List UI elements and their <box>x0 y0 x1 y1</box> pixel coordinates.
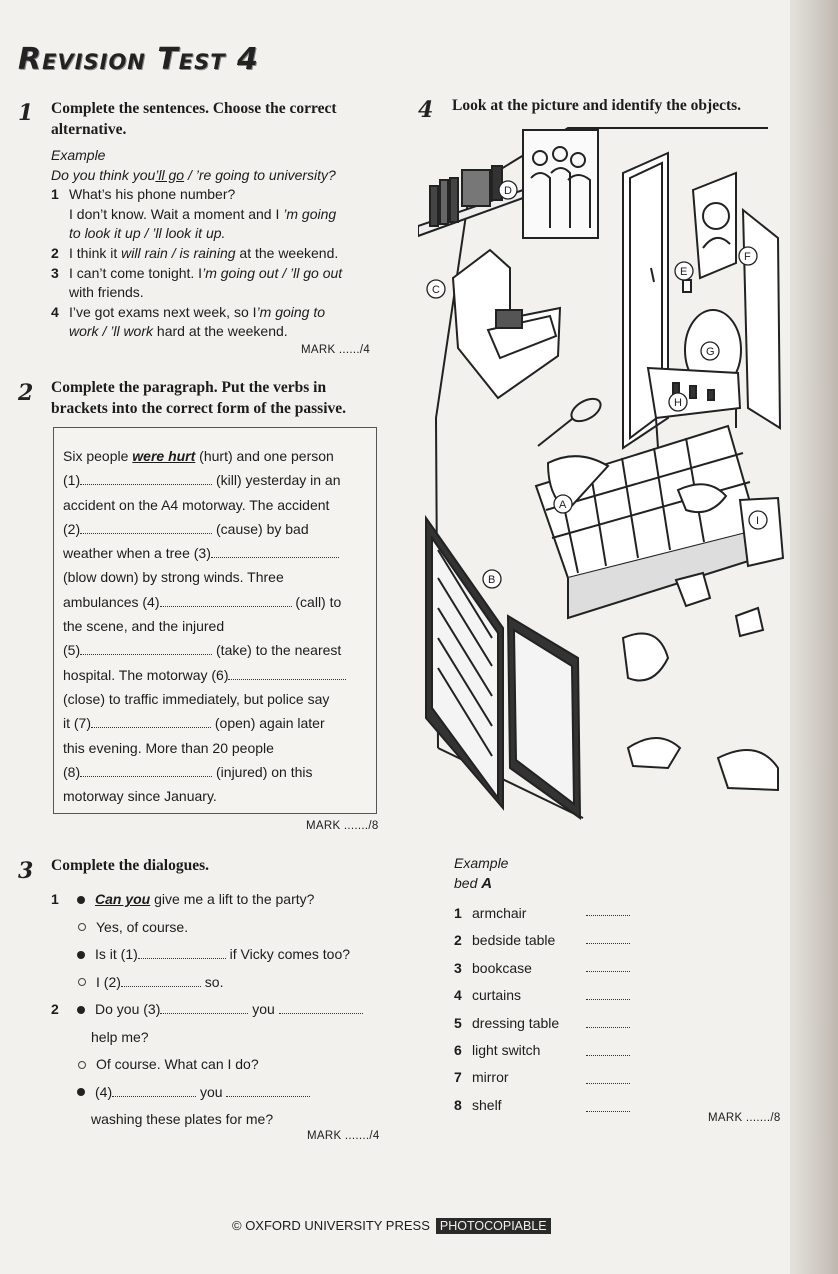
passage-line: (hurt) and one person <box>195 448 334 464</box>
list-item-cont <box>51 205 391 225</box>
answer-blank[interactable] <box>80 472 212 485</box>
dialogue-line <box>51 941 391 969</box>
answer-blank[interactable] <box>211 545 339 558</box>
shoes <box>676 573 710 606</box>
item-number: 7 <box>454 1069 462 1086</box>
answer-blank[interactable] <box>91 715 211 728</box>
item-text: I’ve got exams next week, so I <box>69 303 257 320</box>
gap-number: (2) <box>63 520 81 537</box>
gap-number: (8) <box>63 763 81 780</box>
example-text: Do you think you <box>51 166 156 183</box>
dialogue-number: 1 <box>51 891 59 907</box>
item-text: at the weekend. <box>235 244 339 261</box>
page-title: Revision Test 4 <box>18 42 259 77</box>
dialogue-text: Do you (3) <box>95 1001 161 1017</box>
dialogue-text: Yes, of course. <box>96 918 189 935</box>
answer-blank[interactable] <box>586 1097 630 1112</box>
section-2-heading <box>51 377 391 419</box>
answer-blank[interactable] <box>279 1001 363 1014</box>
answer-blank[interactable] <box>226 1084 310 1097</box>
section-1-body <box>51 146 391 342</box>
answer-blank[interactable] <box>586 1013 630 1028</box>
passage-line: accident on the A4 motorway. The accident <box>63 496 330 513</box>
item-number: 8 <box>454 1096 462 1113</box>
portrait-picture <box>693 173 736 278</box>
label-C: C <box>432 284 440 296</box>
bedside-table-shape <box>740 498 783 566</box>
list-item <box>51 264 391 284</box>
label-G: G <box>706 346 715 358</box>
dialogue-text: (4) <box>95 1083 113 1100</box>
dialogue-line <box>51 886 391 914</box>
window-curtains <box>426 518 580 818</box>
passage-line: hospital. The motorway (6) <box>63 666 229 683</box>
passage-line: (kill) yesterday in an <box>212 472 341 489</box>
passage-line: (take) to the nearest <box>212 642 342 659</box>
answer-blank[interactable] <box>586 985 630 1000</box>
label-D: D <box>504 185 512 197</box>
light-switch-shape <box>683 280 691 292</box>
label-E: E <box>680 266 688 278</box>
label-F: F <box>744 251 751 263</box>
answer-blank[interactable] <box>586 1041 630 1056</box>
gap-number: (5) <box>63 642 81 659</box>
photocopiable-badge: PHOTOCOPIABLE <box>436 1218 551 1234</box>
bed <box>536 426 758 618</box>
passage-text <box>63 444 369 808</box>
passage-line: (cause) by bad <box>212 520 309 537</box>
passage-line: ambulances (4) <box>63 593 160 610</box>
item-number: 5 <box>454 1014 462 1031</box>
dialogue-text: if Vicky comes too? <box>225 946 351 962</box>
gap-number: (1) <box>63 472 81 489</box>
item-number: 1 <box>51 186 59 203</box>
clothes-on-floor <box>623 634 668 681</box>
example-line <box>454 874 508 894</box>
example-answer: were hurt <box>132 448 196 464</box>
item-number: 3 <box>454 959 462 976</box>
label-H: H <box>674 397 682 409</box>
heading-line: alternative. <box>51 121 127 138</box>
item-choice: ’m going to <box>256 303 326 320</box>
item-word: mirror <box>472 1069 509 1086</box>
item-choice: work / ’ll work <box>69 323 154 340</box>
item-text: I can’t come tonight. I <box>69 264 203 281</box>
answer-blank[interactable] <box>586 957 630 972</box>
list-item <box>51 303 391 323</box>
dialogue-line <box>51 969 391 997</box>
section-4-heading: Look at the picture and identify the objects. <box>452 97 742 114</box>
item-choice: ’m going <box>283 205 337 222</box>
dialogue-line <box>51 1079 391 1107</box>
answer-blank[interactable] <box>586 1069 630 1084</box>
speaker-a-bullet-icon <box>77 951 85 959</box>
answer-blank[interactable] <box>586 929 630 944</box>
passage-line: (call) to <box>291 593 342 610</box>
answer-blank[interactable] <box>160 1001 248 1014</box>
section-2-mark: MARK ......./8 <box>306 820 379 832</box>
item-number: 1 <box>454 905 462 921</box>
armchair <box>453 250 560 398</box>
answer-blank[interactable] <box>80 764 212 777</box>
item-choice: to look it up / ’ll look it up. <box>69 225 226 242</box>
label-A: A <box>559 499 567 511</box>
passage-line: (injured) on this <box>212 763 313 780</box>
answer-blank[interactable] <box>112 1084 196 1097</box>
speaker-a-bullet-icon <box>77 1088 85 1096</box>
passage-line: (close) to traffic immediately, but police say <box>63 690 330 707</box>
dialogue-text: you <box>248 1001 275 1017</box>
speaker-a-bullet-icon <box>77 1006 85 1014</box>
item-word: light switch <box>472 1042 541 1059</box>
item-choice: ’m going out / ’ll go out <box>202 264 343 281</box>
example-text: / ’re going to university? <box>184 166 336 183</box>
item-text: I don’t know. Wait a moment and I <box>69 205 284 222</box>
dialogue-line: help me? <box>91 1028 149 1045</box>
passage-line: weather when a tree (3) <box>63 545 211 562</box>
section-3-mark: MARK ......./4 <box>307 1130 380 1142</box>
shelf-with-books <box>418 166 523 236</box>
dialogue-line <box>51 996 391 1024</box>
dialogue-number: 2 <box>51 1001 59 1017</box>
section-3-number: 3 <box>18 858 34 884</box>
example-answer: ’ll go <box>155 166 185 183</box>
heading-line: brackets into the correct form of the passive. <box>51 400 346 417</box>
item-word: dressing table <box>472 1014 560 1031</box>
item-choice: will rain / is raining <box>121 244 236 261</box>
section-1-mark: MARK ....../4 <box>301 344 371 356</box>
speaker-b-bullet-icon <box>78 1061 86 1069</box>
passage-line: motorway since January. <box>63 788 217 805</box>
answer-blank[interactable] <box>80 521 212 534</box>
section-3-heading: Complete the dialogues. <box>51 857 210 874</box>
example-label: Example <box>51 147 106 163</box>
dialogue-text: give me a lift to the party? <box>150 891 315 907</box>
item-text: I think it <box>69 244 122 261</box>
answer-blanks-column <box>586 900 632 1112</box>
example-letter: A <box>481 874 493 892</box>
item-number: 3 <box>51 264 59 281</box>
dialogue-text: you <box>196 1083 223 1100</box>
example-word: bed <box>454 874 478 891</box>
dialogue-line <box>51 1051 391 1079</box>
bedroom-illustration <box>418 118 790 830</box>
list-item-cont <box>51 322 391 342</box>
right-curtain <box>743 210 780 428</box>
item-word: bookcase <box>472 959 532 976</box>
footer <box>232 1218 551 1233</box>
dialogue-line: washing these plates for me? <box>91 1111 274 1127</box>
papers <box>736 608 763 636</box>
tennis-racket <box>538 394 604 446</box>
dialogue-text: so. <box>200 973 224 990</box>
bin <box>718 750 778 790</box>
answer-blank[interactable] <box>138 946 226 959</box>
example-sentence <box>51 166 391 186</box>
list-item <box>51 185 391 205</box>
item-text: hard at the weekend. <box>153 323 288 340</box>
item-word: armchair <box>472 905 527 921</box>
poster <box>523 130 598 238</box>
section-4-mark: MARK ......./8 <box>708 1112 781 1124</box>
item-number: 4 <box>454 987 462 1004</box>
heading-line: Complete the paragraph. Put the verbs in <box>51 379 327 396</box>
item-number: 6 <box>454 1042 462 1059</box>
item-word: bedside table <box>472 932 556 949</box>
dialogue-line <box>51 914 391 942</box>
list-item-cont: with friends. <box>69 284 144 301</box>
item-word: curtains <box>472 987 522 1004</box>
speaker-a-bullet-icon <box>77 896 85 904</box>
section-4-example <box>454 854 508 893</box>
passage-line: this evening. More than 20 people <box>63 739 274 756</box>
item-text: What’s his phone number? <box>69 186 236 203</box>
passage-line: it (7) <box>63 715 91 732</box>
dialogue-text: I (2) <box>96 973 121 990</box>
item-number: 4 <box>51 303 59 320</box>
section-4-number: 4 <box>418 97 434 123</box>
passage-line: (blow down) by strong winds. Three <box>63 569 284 586</box>
section-2-number: 2 <box>18 380 34 406</box>
section-1-number: 1 <box>18 100 34 126</box>
passage-line: (open) again later <box>211 715 325 732</box>
answer-blank[interactable] <box>121 974 201 987</box>
section-1-heading <box>51 98 391 140</box>
answer-blank[interactable] <box>228 667 346 680</box>
speaker-b-bullet-icon <box>78 978 86 986</box>
answer-blank[interactable] <box>586 901 630 916</box>
example-answer: Can you <box>95 891 151 907</box>
label-I: I <box>756 515 760 527</box>
dialogues <box>51 886 391 1134</box>
item-number: 2 <box>454 932 462 949</box>
page-edge-shadow <box>790 0 838 1274</box>
item-number: 2 <box>51 244 59 261</box>
answer-blank[interactable] <box>160 594 292 607</box>
dialogue-text: Of course. What can I do? <box>96 1056 259 1072</box>
clothes-on-floor <box>628 738 680 768</box>
list-item <box>51 244 391 264</box>
passage-line: the scene, and the injured <box>63 618 225 635</box>
passage-box <box>53 427 377 814</box>
passage-line: Six people <box>63 448 133 464</box>
heading-line: Complete the sentences. Choose the correct <box>51 100 337 117</box>
answer-blank[interactable] <box>80 642 212 655</box>
dialogue-text: Is it (1) <box>95 946 138 962</box>
speaker-b-bullet-icon <box>78 923 86 931</box>
label-B: B <box>488 574 496 586</box>
item-word: shelf <box>472 1096 502 1113</box>
publisher-credit: © OXFORD UNIVERSITY PRESS <box>232 1218 430 1233</box>
example-label: Example <box>454 855 509 871</box>
